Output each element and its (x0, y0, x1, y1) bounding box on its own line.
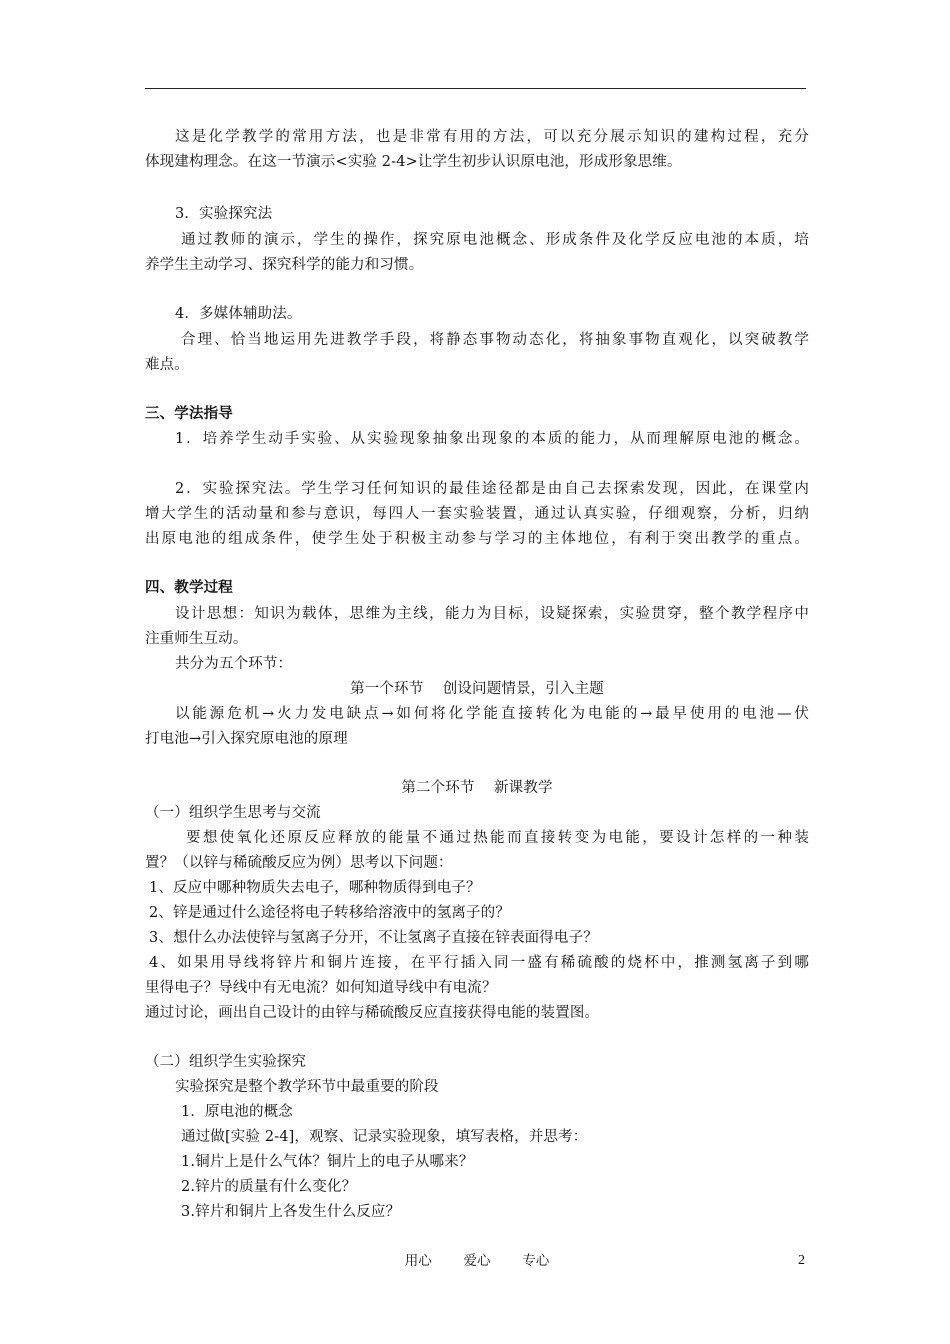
paragraph-line: 要想使氧化还原反应释放的能量不通过热能而直接转变为电能，要设计怎样的一种装 (186, 830, 809, 846)
section-heading-learning-guidance: 三、学法指导 (145, 406, 233, 422)
paragraph-line: 置？（以锌与稀硫酸反应为例）思考以下问题： (145, 855, 453, 871)
section-heading-teaching-process: 四、教学过程 (145, 580, 233, 596)
paragraph-line: 以能源危机→火力发电缺点→如何将化学能直接转化为电能的→最早使用的电池—伏 (175, 706, 809, 722)
header-rule (145, 88, 806, 89)
question-item: 2、锌是通过什么途径将电子转移给溶液中的氢离子的？ (149, 905, 510, 921)
paragraph-line: 体现建构理念。在这一节演示<实验 2-4>让学生初步认识原电池，形成形象思维。 (145, 154, 682, 170)
question-item: 3、想什么办法使锌与氢离子分开，不让氢离子直接在锌表面得电子？ (149, 930, 598, 946)
paragraph-line: 通过讨论，画出自己设计的由锌与稀硫酸反应直接获得电能的装置图。 (145, 1005, 600, 1021)
paragraph-line: 合理、恰当地运用先进教学手段，将静态事物动态化，将抽象事物直观化，以突破教学 (181, 332, 809, 348)
stage-title-1: 第一个环节 创设问题情景，引入主题 (350, 681, 604, 697)
subsection-heading-experiment: （二）组织学生实验探究 (145, 1054, 307, 1070)
stage-title-2: 第二个环节 新课教学 (401, 780, 553, 796)
paragraph-line: 养学生主动学习、探究科学的能力和习惯。 (145, 257, 424, 273)
subheading-galvanic-cell-concept: 1．原电池的概念 (181, 1104, 293, 1120)
paragraph-line: 1．培养学生动手实验、从实验现象抽象出现象的本质的能力，从而理解原电池的概念。 (175, 431, 809, 447)
paragraph-line: 通过教师的演示，学生的操作，探究原电池概念、形成条件及化学反应电池的本质，培 (181, 232, 809, 248)
question-item: 1、反应中哪种物质失去电子，哪种物质得到电子？ (149, 880, 481, 896)
paragraph-line: 这是化学教学的常用方法，也是非常有用的方法，可以充分展示知识的建构过程，充分 (175, 129, 809, 145)
question-item: 3.锌片和铜片上各发生什么反应？ (181, 1204, 401, 1220)
paragraph-line: 设计思想：知识为载体，思维为主线，能力为目标，设疑探索，实验贯穿，整个教学程序中 (175, 606, 809, 622)
subsection-heading-think-discuss: （一）组织学生思考与交流 (145, 805, 321, 821)
question-item: 2.锌片的质量有什么变化？ (181, 1179, 357, 1195)
paragraph-line: 实验探究是整个教学环节中最重要的阶段 (175, 1079, 439, 1095)
paragraph-line: 难点。 (145, 357, 189, 373)
paragraph-line: 通过做[实验 2-4]，观察、记录实验现象，填写表格，并思考： (181, 1129, 588, 1145)
question-item: 4、如果用导线将锌片和铜片连接，在平行插入同一盛有稀硫酸的烧杯中，推测氢离子到哪 (149, 955, 809, 971)
subheading-multimedia: 4．多媒体辅助法。 (175, 306, 302, 322)
paragraph-line: 出原电池的组成条件，使学生处于积极主动参与学习的主体地位，有利于突出教学的重点。 (145, 531, 809, 547)
question-item: 1.铜片上是什么气体？铜片上的电子从哪来？ (181, 1154, 474, 1170)
paragraph-line: 2．实验探究法。学生学习任何知识的最佳途径都是由自己去探索发现，因此，在课堂内 (175, 481, 809, 497)
paragraph-line: 打电池→引入探究原电池的原理 (145, 731, 348, 747)
paragraph-line: 增大学生的活动量和参与意识，每四人一套实验装置，通过认真实验，仔细观察，分析，归纳 (145, 506, 809, 522)
subheading-experimental-inquiry: 3．实验探究法 (175, 206, 273, 222)
paragraph-line: 里得电子？导线中有无电流？如何知道导线中有电流？ (145, 980, 497, 996)
footer-motto: 用心 爱心 专心 (404, 1253, 550, 1269)
page-number: 2 (798, 1253, 805, 1268)
paragraph-line: 共分为五个环节： (175, 656, 293, 672)
paragraph-line: 注重师生互动。 (145, 631, 248, 647)
